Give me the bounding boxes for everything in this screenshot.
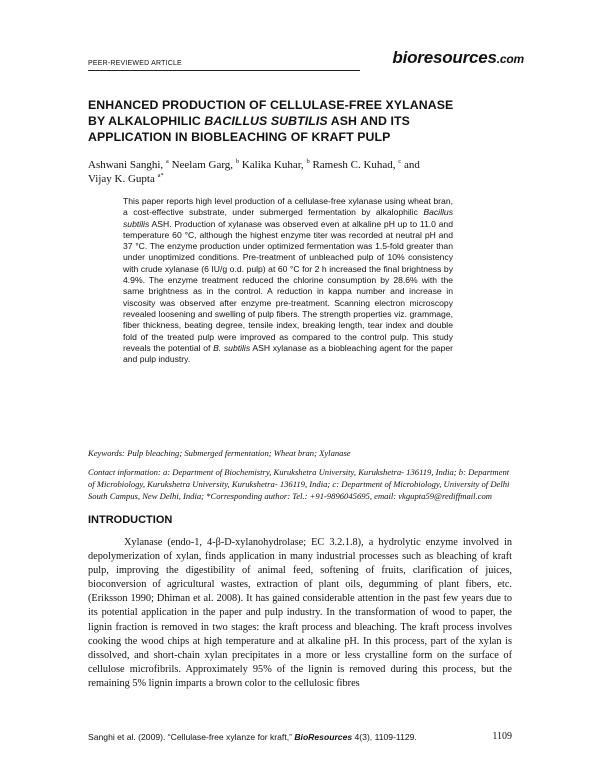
- abstract-part-1: This paper reports high level production of a cellulase-free xylanase using wheat bran, a cost-effective substrate, under submerged fermentation by alkalophilic: [123, 196, 453, 218]
- running-header: [88, 44, 524, 74]
- header-rule: [88, 70, 360, 71]
- author-name: Ramesh C. Kuhad,: [309, 159, 396, 171]
- introduction-paragraph: [88, 536, 512, 691]
- contact-information: Contact information: a: Department of Biochemistry, Kurukshetra University, Kurukshetra- 136119, India; b: Department of Microbiology, Kurukshetra University, Kurukshetra- 136119, India; c: Department of Microbiology, University of Delhi South Campus, New Delhi, India; *Corresponding author: Tel.: +91-9896045695, email: vkgupta59@rediffmail.com: [88, 467, 510, 501]
- journal-brand-suffix: .com: [496, 52, 524, 66]
- author-name: Kalika Kuhar,: [239, 159, 304, 171]
- abstract-text: [123, 196, 453, 365]
- affiliation-mark: a*: [157, 172, 164, 179]
- section-heading-introduction: INTRODUCTION: [88, 514, 173, 526]
- section-label: PEER-REVIEWED ARTICLE: [88, 60, 182, 67]
- author-name: Vijay K. Gupta: [88, 173, 155, 185]
- affiliation-mark: a: [165, 158, 169, 165]
- author-list: [88, 158, 508, 186]
- journal-brand: [392, 48, 524, 68]
- abstract-part-2: ASH. Production of xylanase was observed even at alkaline pH up to 11.0 and temperature 60 °C, although the highest enzyme titer was recorded at neutral pH and 37 °C. The enzyme production under optimized fermentation was 1.5-fold greater than under unoptimized conditions. Pre-treatment of unbleached pulp of 10% consistency with crude xylanase (6 IU/g o.d. pulp) at 60 °C for 2 h increased the final brightness by 4.9%. The enzyme treatment reduced the chlorine consumption by 28.6% with the same brightness as in the control. A reduction in kappa number and increase in viscosity was observed after enzyme pre-treatment. Scanning electron microscopy revealed loosening and swelling of pulp fibers. The strength properties viz. grammage, fiber thickness, beating degree, tensile index, breaking length, tear index and double fold of the treated pulp were improved as compared to the control pulp. This study reveals the potential of: [123, 218, 453, 353]
- footer-citation: [88, 732, 417, 742]
- abstract-organism-2: B. subtilis: [213, 342, 251, 353]
- introduction-body: Xylanase (endo-1, 4-β-D-xylanohydrolase; EC 3.2.1.8), a hydrolytic enzyme involved in depolymerization of xylan, finds application in many industrial processes such as bleaching of kraft pulp, improving the digestibility of animal feed, softening of fruits, clarification of juices, bioconversion of agricultural wastes, extraction of plant oils, degumming of plant fibers, etc. (Eriksson 1990; Dhiman et al. 2008). It has gained considerable attention in the past few years due to its potential application in the paper and pulp industry. In the transformation of wood to paper, the lignin fraction is removed in two stages: the kraft process and bleaching. The kraft process involves cooking the wood chips at high temperature and at alkaline pH. In this process, part of the xylan is dissolved, and short-chain xylan precipitates in a more or less crystalline form on the surface of cellulose microfibrils. Approximately 95% of the lignin is removed during this process, but the remaining 5% lignin imparts a brown color to the cellulosic fibres: [88, 537, 512, 689]
- author-line-1: [88, 158, 508, 172]
- article-title: [88, 97, 518, 145]
- title-line-1: ENHANCED PRODUCTION OF CELLULASE-FREE XYLANASE: [88, 98, 454, 112]
- citation-suffix: 4(3), 1109-1129.: [352, 732, 417, 742]
- title-line-2: [88, 113, 518, 129]
- page-number: 1109: [492, 731, 512, 742]
- author-name: Neelam Garg,: [168, 159, 234, 171]
- author-connector: and: [401, 159, 420, 171]
- affiliation-mark: b: [306, 158, 310, 165]
- keywords: Keywords: Pulp bleaching; Submerged fermentation; Wheat bran; Xylanase: [88, 448, 351, 458]
- affiliation-mark: c: [398, 158, 402, 165]
- author-name: Ashwani Sanghi,: [88, 159, 164, 171]
- title-line-2-c: ASH AND ITS: [327, 114, 410, 128]
- abstract-organism-1: Bacillus subtilis: [123, 207, 453, 229]
- title-line-2-a: BY ALKALOPHILIC: [88, 114, 205, 128]
- citation-prefix: Sanghi et al. (2009). “Cellulase-free xylanze for kraft,”: [88, 732, 295, 742]
- author-line-2: [88, 172, 508, 186]
- journal-brand-name: bioresources: [392, 48, 497, 67]
- title-organism: BACILLUS SUBTILIS: [204, 114, 328, 128]
- page-footer: [88, 731, 512, 745]
- affiliation-mark: b: [235, 158, 240, 165]
- abstract-part-3: ASH xylanase as a biobleaching agent for the paper and pulp industry.: [123, 342, 454, 365]
- citation-journal: BioResources: [294, 732, 353, 742]
- title-line-3: APPLICATION IN BIOBLEACHING OF KRAFT PULP: [88, 130, 391, 144]
